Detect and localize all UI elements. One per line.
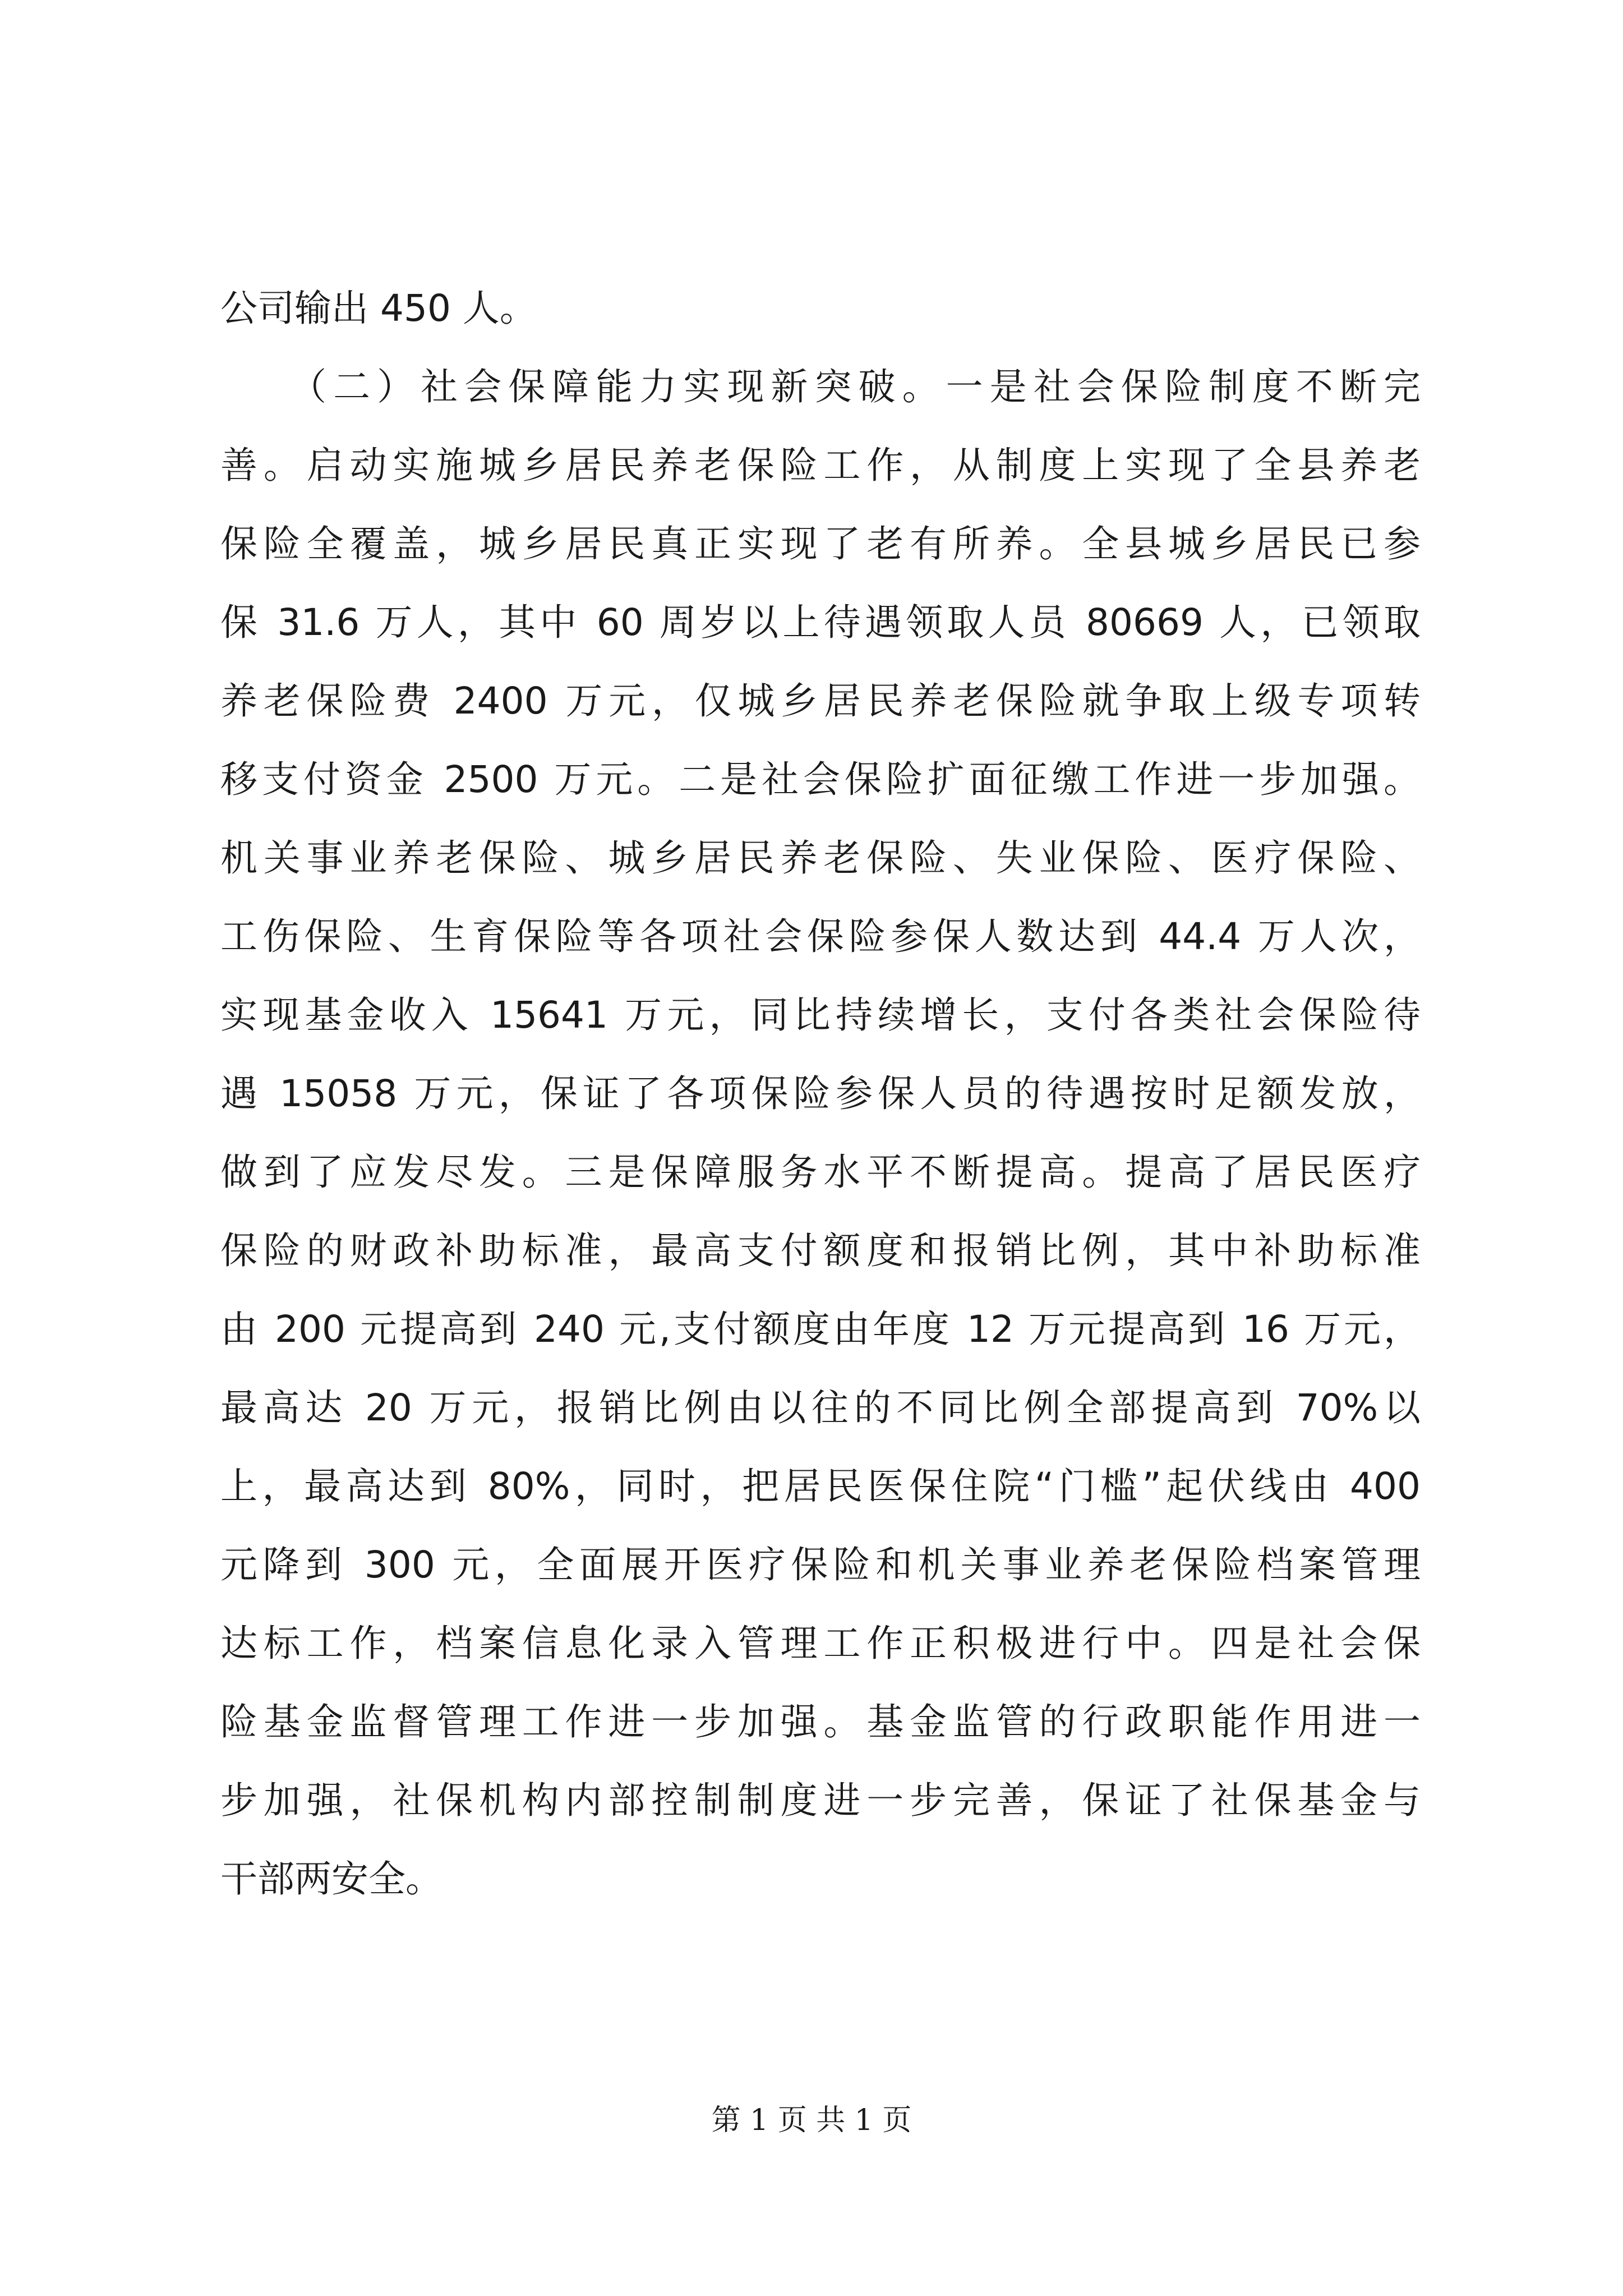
text-line: 保险的财政补助标准，最高支付额度和报销比例，其中补助标准: [220, 1229, 1421, 1272]
text-line: 由 200 元提高到 240 元,支付额度由年度 12 万元提高到 16 万元，: [220, 1308, 1421, 1351]
text-line: 做到了应发尽发。三是保障服务水平不断提高。提高了居民医疗: [220, 1151, 1421, 1194]
text-line: 工伤保险、生育保险等各项社会保险参保人数达到 44.4 万人次，: [220, 915, 1421, 958]
text-line: 最高达 20 万元，报销比例由以往的不同比例全部提高到 70%以: [220, 1386, 1421, 1429]
text-line: 遇 15058 万元，保证了各项保险参保人员的待遇按时足额发放，: [220, 1072, 1421, 1115]
text-line: 上，最高达到 80%，同时，把居民医保住院“门槛”起伏线由 400: [220, 1465, 1421, 1508]
text-line: 移支付资金 2500 万元。二是社会保险扩面征缴工作进一步加强。: [220, 758, 1421, 801]
text-line: 保 31.6 万人，其中 60 周岁以上待遇领取人员 80669 人，已领取: [220, 601, 1421, 644]
text-line: 公司输出 450 人。: [220, 287, 537, 330]
text-line: 步加强，社保机构内部控制制度进一步完善，保证了社保基金与: [220, 1779, 1421, 1822]
text-line: 养老保险费 2400 万元，仅城乡居民养老保险就争取上级专项转: [220, 679, 1421, 723]
body-text: [220, 269, 1421, 1918]
text-line: 善。启动实施城乡居民养老保险工作，从制度上实现了全县养老: [220, 444, 1421, 487]
text-line: （二）社会保障能力实现新突破。一是社会保险制度不断完: [220, 365, 1421, 408]
text-line: 保险全覆盖，城乡居民真正实现了老有所养。全县城乡居民已参: [220, 522, 1421, 565]
text-line: 元降到 300 元，全面展开医疗保险和机关事业养老保险档案管理: [220, 1543, 1421, 1586]
text-line: 机关事业养老保险、城乡居民养老保险、失业保险、医疗保险、: [220, 836, 1421, 880]
text-line: 达标工作，档案信息化录入管理工作正积极进行中。四是社会保: [220, 1622, 1421, 1665]
text-line: 实现基金收入 15641 万元，同比持续增长，支付各类社会保险待: [220, 993, 1421, 1037]
text-line: 干部两安全。: [220, 1857, 442, 1901]
page-number-footer: 第 1 页 共 1 页: [711, 2104, 912, 2137]
text-line: 险基金监督管理工作进一步加强。基金监管的行政职能作用进一: [220, 1700, 1421, 1743]
